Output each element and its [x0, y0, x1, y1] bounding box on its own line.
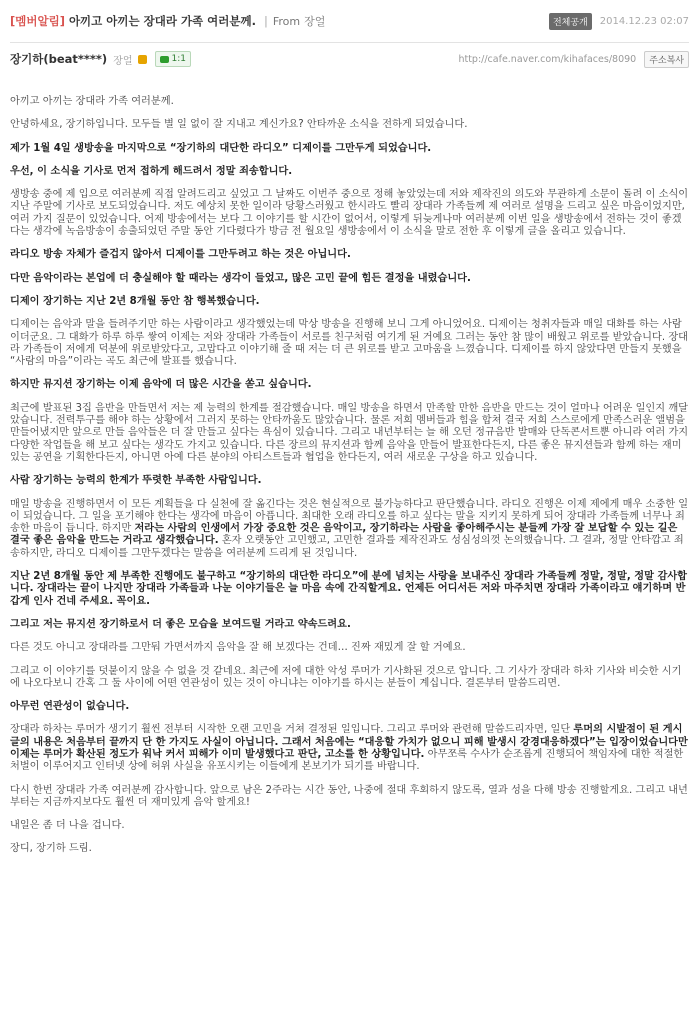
post-title: 아끼고 아끼는 장대라 가족 여러분께. — [68, 14, 256, 28]
text-run: 아무쪼록 수사가 순조롭게 진행되어 책임자에 대한 적절한 처벌이 이루어지고 인터넷 상에 허위 사실을 유포시키는 이들에게 본보기가 되기를 바랍니다. — [10, 748, 684, 773]
paragraph: 그리고 이 이야기를 덧붙이지 않을 수 없을 것 같네요. 최근에 저에 대한 악성 루머가 기사화된 것으로 압니다. 그 기사가 장대라 하차 기사와 비슷한 시기에 나오다보니 간혹 그 둘 사이에 어떤 연관성이 있는 것이 아니냐는 이야기를 하시는 분들이 계십니다. 결론부터 말씀드리면. — [10, 665, 682, 689]
visibility-badge: 전체공개 — [549, 13, 592, 30]
paragraph — [10, 499, 689, 560]
post-category[interactable]: [멤버알림] — [10, 14, 65, 28]
level-icon — [138, 55, 147, 64]
permalink-url[interactable]: http://cafe.naver.com/kihafaces/8090 — [458, 53, 637, 65]
paragraph-bold: 다만 음악이라는 본업에 더 충실해야 할 때라는 생각이 들었고, 많은 고민 끝에 힘든 결정을 내렸습니다. — [10, 272, 471, 284]
paragraph-bold: 그리고 저는 뮤지션 장기하로서 더 좋은 모습을 보여드릴 거라고 약속드려요. — [10, 618, 351, 630]
paragraph-bold: 제가 1월 4일 생방송을 마지막으로 “장기하의 대단한 라디오” 디제이를 그만두게 되었습니다. — [10, 142, 432, 154]
chat-label: 1:1 — [171, 54, 186, 64]
author-bar — [10, 44, 689, 74]
paragraph-bold: 하지만 뮤지션 장기하는 이제 음악에 더 많은 시간을 쏟고 싶습니다. — [10, 379, 312, 391]
post-date: 2014.12.23 02:07 — [599, 15, 689, 27]
paragraph-bold: 라디오 방송 자체가 즐겁지 않아서 디제이를 그만두려고 하는 것은 아닙니다. — [10, 249, 351, 261]
chat-icon — [160, 56, 169, 63]
paragraph: 내일은 좀 더 나을 겁니다. — [10, 820, 125, 832]
paragraph-bold: 사람 장기하는 능력의 한계가 뚜렷한 부족한 사람입니다. — [10, 475, 262, 487]
paragraph: 최근에 발표된 3집 음반을 만들면서 저는 제 능력의 한계를 절감했습니다. 매일 방송을 하면서 만족할 만한 음반을 만드는 것이 얼마나 어려운 일인지 깨달았습니다. 전력투구를 해야 하는 상황에서 그러지 못하는 안타까움도 많았습니다. 물론 저희 멤버들과 힘을 합쳐 결국 저희 스스로에게 만족스러운 앨범을 만들어냈지만 앞으로 만들 음악들은 더 잘 만들고 싶다는 욕심이 있습니다. 그리고 내년부터는 늘 해 오던 정규음반 발매와 단독콘서트뿐 아니라 여러 가지 다양한 작업들을 해 보고 싶다는 생각도 가지고 있습니다. 다른 장르의 뮤지션과 함께 음악을 만들어 발표한다든지, 다른 좋은 뮤지션들과 함께 하는 재미있는 공연을 기획한다든지, 아니면 아예 다른 분야의 아티스트들과 협업을 한다든지, 여러 새로운 구상을 하고 있습니다. — [10, 402, 689, 463]
paragraph: 장디, 장기하 드림. — [10, 843, 92, 855]
paragraph-bold: 아무런 연관성이 없습니다. — [10, 701, 130, 713]
paragraph-bold: 디제이 장기하는 지난 2년 8개월 동안 참 행복했습니다. — [10, 295, 260, 307]
chat-button[interactable] — [155, 51, 191, 67]
text-run-bold: 루머의 시발점이 된 게시글의 내용은 처음부터 끝까지 단 한 가지도 사실이 아닙니다. 그래서 처음에는 “대응할 가치가 없으니 피해 발생시 강경대응하겠다”는 입장이었습니다만 이제는 루머가 확산된 정도가 워낙 커서 피해가 이미 발생했다고 판단, 고소를 한 상황입니다. — [10, 724, 688, 760]
text-run: 장대라 하차는 루머가 생기기 훨씬 전부터 시작한 오랜 고민을 거쳐 결정된 일입니다. 그리고 루머와 관련해 말씀드리자면, 일단 — [10, 724, 574, 736]
from-board-link[interactable]: 장얼 — [304, 15, 326, 28]
paragraph — [10, 724, 689, 773]
copy-address-button[interactable]: 주소복사 — [644, 51, 689, 68]
paragraph: 다른 것도 아니고 장대라를 그만둬 가면서까지 음악을 잘 해 보겠다는 건데… 진짜 재밌게 잘 할 거예요. — [10, 642, 466, 654]
title-divider: | — [263, 14, 268, 28]
paragraph: 다시 한번 장대라 가족 여러분께 감사합니다. 앞으로 남은 2주라는 시간 동안, 나중에 절대 후회하지 않도록, 열과 성을 다해 방송 진행할게요. 그리고 내년부터는 지금까지보다도 훨씬 더 재미있게 음악 할게요! — [10, 784, 688, 808]
post-body — [10, 74, 689, 856]
paragraph: 안녕하세요, 장기하입니다. 모두들 별 일 없이 잘 지내고 계신가요? 안타까운 소식을 전하게 되었습니다. — [10, 119, 468, 131]
paragraph-bold: 우선, 이 소식을 기사로 먼저 접하게 해드려서 정말 죄송합니다. — [10, 165, 293, 177]
paragraph: 생방송 중에 제 입으로 여러분께 직접 알려드리고 싶었고 그 날짜도 이번주 중으로 정해 놓았었는데 저와 제작진의 의도와 무관하게 소문이 돌려 이 소식이 지난 주말에 기사로 보도되었습니다. 저도 예상치 못한 일이라 당황스러웠고 한시라도 빨리 장대라 가족들께 제 여러로 설명을 드리고 싶은 마음이었지만, 여러 가지 질문이 있었습니다. 어제 방송에서는 보다 그 이야기를 할 시간이 없어서, 이렇게 뒤늦게나마 여러분께 이번 일을 생방송에서 전하는 것이 좋겠다는 생각에 녹음방송이 송출되었던 주말 동안 기다렸다가 방금 전 월요일 생방송에서 이 소식을 말로 전한 후 이렇게 글을 올리고 있습니다. — [10, 189, 689, 238]
paragraph: 아끼고 아끼는 장대라 가족 여러분께. — [10, 96, 174, 107]
post-title-bar — [10, 0, 689, 43]
from-label: From — [272, 14, 301, 28]
text-run-bold: 저라는 사람의 인생에서 가장 중요한 것은 음악이고, 장기하라는 사람을 좋아해주시는 분들께 가장 잘 보답할 수 있는 길은 결국 좋은 음악을 만드는 거라고 생각했습니다. — [10, 523, 678, 547]
author-name[interactable]: 장기하(beat****) — [10, 52, 108, 66]
text-run: 혼자 오랫동안 고민했고, 고민한 결과를 제작진과도 성심성의껏 논의했습니다. 그 결과, 정말 안타깝고 죄송하지만, 라디오 디제이를 그만두겠다는 말씀을 여러분께 드리게 된 것입니다. — [10, 535, 684, 559]
paragraph: 디제이는 음악과 말을 들려주기만 하는 사람이라고 생각했었는데 막상 방송을 진행해 보니 그게 아니었어요. 디제이는 청취자들과 매일 대화를 하는 사람이더군요. 그 대화가 하루 하루 쌓여 이제는 저와 장대라 가족들이 서로를 친구처럼 여기게 된 거예요 그러는 동안 참 많이 배웠고 위로를 받았습니다. 장대라 가족들이 저에게 덕분에 위로받았다고, 고맙다고 이야기해 줄 때 저는 더 큰 위로를 받고 고마움을 느꼈습니다. 디제이를 하지 않았다면 만들지 못했을 “사람의 마음”이라는 곡도 최근에 발표를 했습니다. — [10, 319, 689, 368]
author-role: 장얼 — [113, 55, 133, 67]
text-run: 매일 방송을 진행하면서 이 모든 계획들을 다 실천에 잘 옮긴다는 것은 현실적으로 불가능하다고 판단했습니다. 라디오 진행은 이제 제에게 매우 소중한 일이 되었습니다. 그 일을 포기해야 한다는 생각에 마음이 아픕니다. 최대한 오래 라디오를 하고 싶다는 말을 지키지 못하게 되어 장대라 가족들께 너무나 죄송한 마음이 듭니다. 하지만 — [10, 498, 689, 535]
paragraph-bold: 지난 2년 8개월 동안 제 부족한 진행에도 불구하고 “장기하의 대단한 라디오”에 분에 넘치는 사랑을 보내주신 장대라 가족들께 정말, 정말, 정말 감사합니다. 장대라는 끝이 나지만 장대라 가족들과 나눈 이야기들은 늘 마음 속에 간직할게요. 언제든 어디서든 저와 마주치면 장대라 가족이라고 얘기하며 반갑게 인사 건네 주세요. 꼭이요. — [10, 571, 688, 607]
